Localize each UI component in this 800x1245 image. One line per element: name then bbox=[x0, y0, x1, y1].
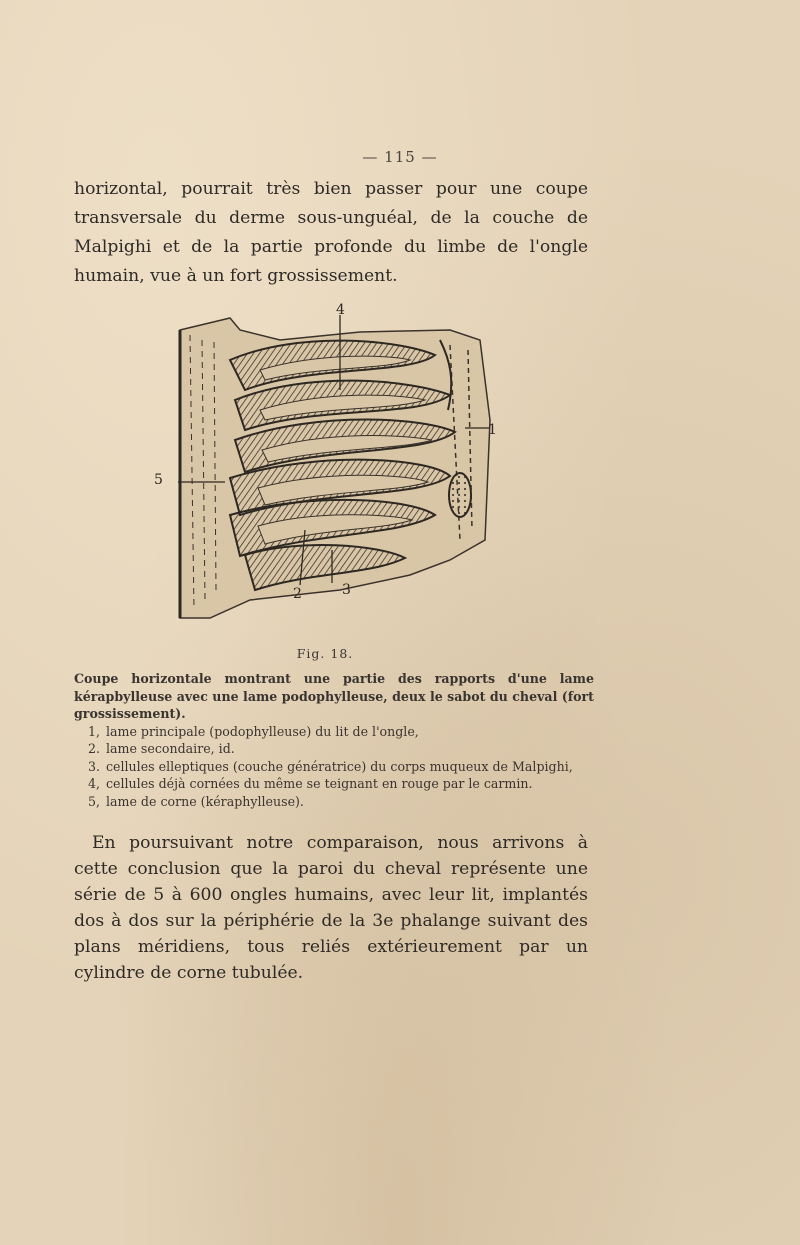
conclusion-text: En poursuivant notre comparaison, nous arrivons à cette conclusion que la paroi du cheval représente une série de 5 à 600 ongles humains, avec leur lit, implantés dos à dos sur la périphérie de la 3e phalange suivant des plans méridiens, tous reliés extérieurement par un cylindre de corne tubulée. bbox=[74, 833, 588, 983]
intro-paragraph bbox=[74, 175, 588, 291]
caption-item: 1, lame principale (podophylleuse) du lit de l'ongle, bbox=[88, 723, 419, 739]
figure-18-illustration bbox=[150, 300, 505, 630]
conclusion-paragraph bbox=[74, 830, 588, 986]
caption-item: 2. lame secondaire, id. bbox=[88, 741, 235, 756]
caption-item: 5, lame de corne (kéraphylleuse). bbox=[88, 793, 304, 809]
caption-title: Coupe horizontale montrant une partie des rapports d'une lame kérapbylleuse avec une lame podophylleuse, deux le sabot du cheval (fort grossissement). bbox=[74, 671, 594, 721]
fig-label-5: 5 bbox=[154, 472, 163, 488]
cell-cluster bbox=[449, 473, 471, 517]
fig-label-4: 4 bbox=[336, 302, 345, 318]
figure-caption bbox=[74, 670, 594, 810]
caption-item: 4, cellules déjà cornées du même se teignant en rouge par le carmin. bbox=[88, 776, 533, 791]
caption-item: 3. cellules elleptiques (couche génératrice) du corps muqueux de Malpighi, bbox=[88, 758, 573, 774]
figure-label: Fig. 18. bbox=[296, 646, 354, 661]
caption-legend bbox=[74, 723, 594, 811]
histology-drawing bbox=[150, 300, 505, 630]
fig-label-3: 3 bbox=[342, 582, 351, 598]
intro-text: horizontal, pourrait très bien passer pour une coupe transversale du derme sous-unguéal, de la couche de Malpighi et de la partie profonde du limbe de l'ongle humain, vue à un fort grossissement. bbox=[74, 179, 588, 286]
page-number: — 115 — bbox=[362, 148, 438, 166]
fig-label-1: 1 bbox=[488, 422, 497, 438]
fig-label-2: 2 bbox=[293, 586, 302, 602]
